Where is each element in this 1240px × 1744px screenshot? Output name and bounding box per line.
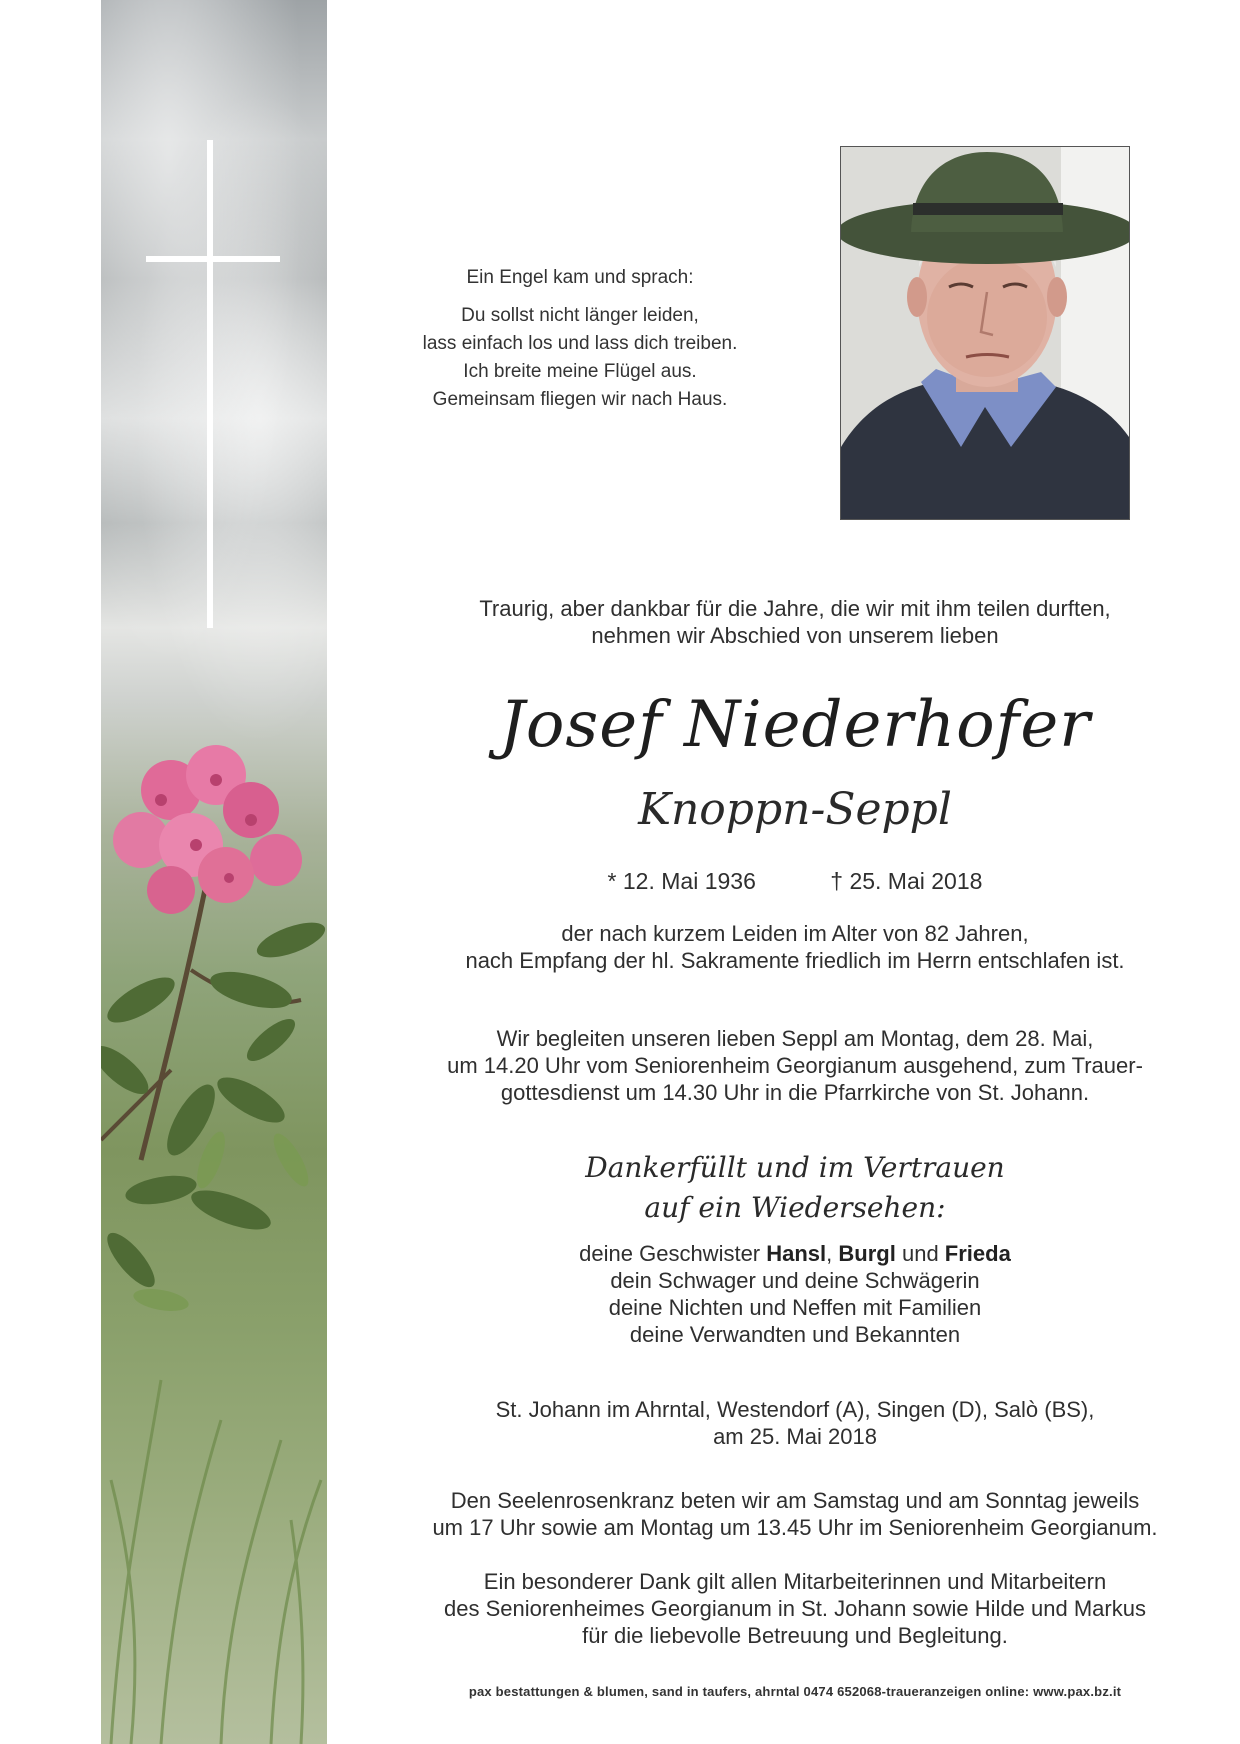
funeral-line: Wir begleiten unseren lieben Seppl am Montag, dem 28. Mai, (496, 1026, 1094, 1051)
sibling-name: Hansl (766, 1241, 827, 1266)
announcement-line: nehmen wir Abschied von unserem lieben (591, 623, 999, 648)
thanks-line: Ein besonderer Dank gilt allen Mitarbeiterinnen und Mitarbeitern (483, 1569, 1107, 1594)
portrait-image (841, 147, 1129, 519)
mist-overlay (101, 0, 327, 760)
passing-text (360, 920, 1230, 974)
thanks-line: für die liebevolle Betreuung und Begleitung. (582, 1623, 1008, 1648)
rosary-line: Den Seelenrosenkranz beten wir am Samstag und am Sonntag jeweils (450, 1488, 1140, 1513)
mourners-list (360, 1240, 1230, 1348)
passing-line: der nach kurzem Leiden im Alter von 82 Jahren, (561, 921, 1029, 946)
death-date: † 25. Mai 2018 (830, 868, 983, 894)
closing-line: auf ein Wiedersehen: (644, 1191, 946, 1224)
funeral-line: gottesdienst um 14.30 Uhr in die Pfarrkirche von St. Johann. (500, 1080, 1090, 1105)
portrait-photo (840, 146, 1130, 520)
poem (380, 264, 780, 414)
announcement-line: Traurig, aber dankbar für die Jahre, die wir mit ihm teilen durften, (479, 596, 1111, 621)
place-line: St. Johann im Ahrntal, Westendorf (A), Singen (D), Salò (BS), (495, 1397, 1095, 1422)
siblings-prefix: deine Geschwister (579, 1241, 767, 1266)
poem-line: lass einfach los und lass dich treiben. (422, 333, 738, 354)
side-photo-strip (101, 0, 327, 1744)
mourners-line: deine Verwandten und Bekannten (629, 1322, 961, 1347)
alpine-rose-image (101, 740, 327, 1744)
separator: und (895, 1241, 945, 1266)
thanks-line: des Seniorenheimes Georgianum in St. Johann sowie Hilde und Markus (444, 1596, 1146, 1621)
thanks-text (360, 1568, 1230, 1649)
rosary-line: um 17 Uhr sowie am Montag um 13.45 Uhr im Seniorenheim Georgianum. (432, 1515, 1158, 1540)
sibling-name: Frieda (944, 1241, 1011, 1266)
sibling-name: Burgl (838, 1241, 896, 1266)
poem-line: Gemeinsam fliegen wir nach Haus. (432, 389, 728, 410)
poem-intro: Ein Engel kam und sprach: (466, 267, 694, 288)
poem-line: Ich breite meine Flügel aus. (463, 361, 697, 382)
announcement (360, 595, 1230, 649)
deceased-name: Josef Niederhofer (499, 688, 1091, 762)
cross-icon-vertical (207, 140, 213, 628)
cross-icon-horizontal (146, 256, 280, 262)
footer-contact: pax bestattungen & blumen, sand in taufers, ahrntal 0474 652068-traueranzeigen online: www.pax.bz.it (468, 1684, 1122, 1699)
funeral-line: um 14.20 Uhr vom Seniorenheim Georgianum ausgehend, zum Trauer- (447, 1053, 1143, 1078)
passing-line: nach Empfang der hl. Sakramente friedlich im Herrn entschlafen ist. (465, 948, 1125, 973)
birth-date: * 12. Mai 1936 (607, 868, 756, 894)
life-dates (360, 867, 1230, 895)
closing-phrase (360, 1148, 1230, 1228)
closing-line: Dankerfüllt und im Vertrauen (585, 1151, 1005, 1184)
deceased-nickname: Knoppn-Seppl (638, 784, 952, 835)
mourners-line: deine Nichten und Neffen mit Familien (608, 1295, 982, 1320)
place-date (360, 1396, 1230, 1450)
rosary-info (360, 1487, 1230, 1541)
mourners-siblings (360, 1240, 1230, 1267)
place-line: am 25. Mai 2018 (713, 1424, 877, 1449)
mourners-line: dein Schwager und deine Schwägerin (610, 1268, 980, 1293)
poem-line: Du sollst nicht länger leiden, (461, 305, 699, 326)
funeral-info (360, 1025, 1230, 1106)
separator: , (826, 1241, 839, 1266)
